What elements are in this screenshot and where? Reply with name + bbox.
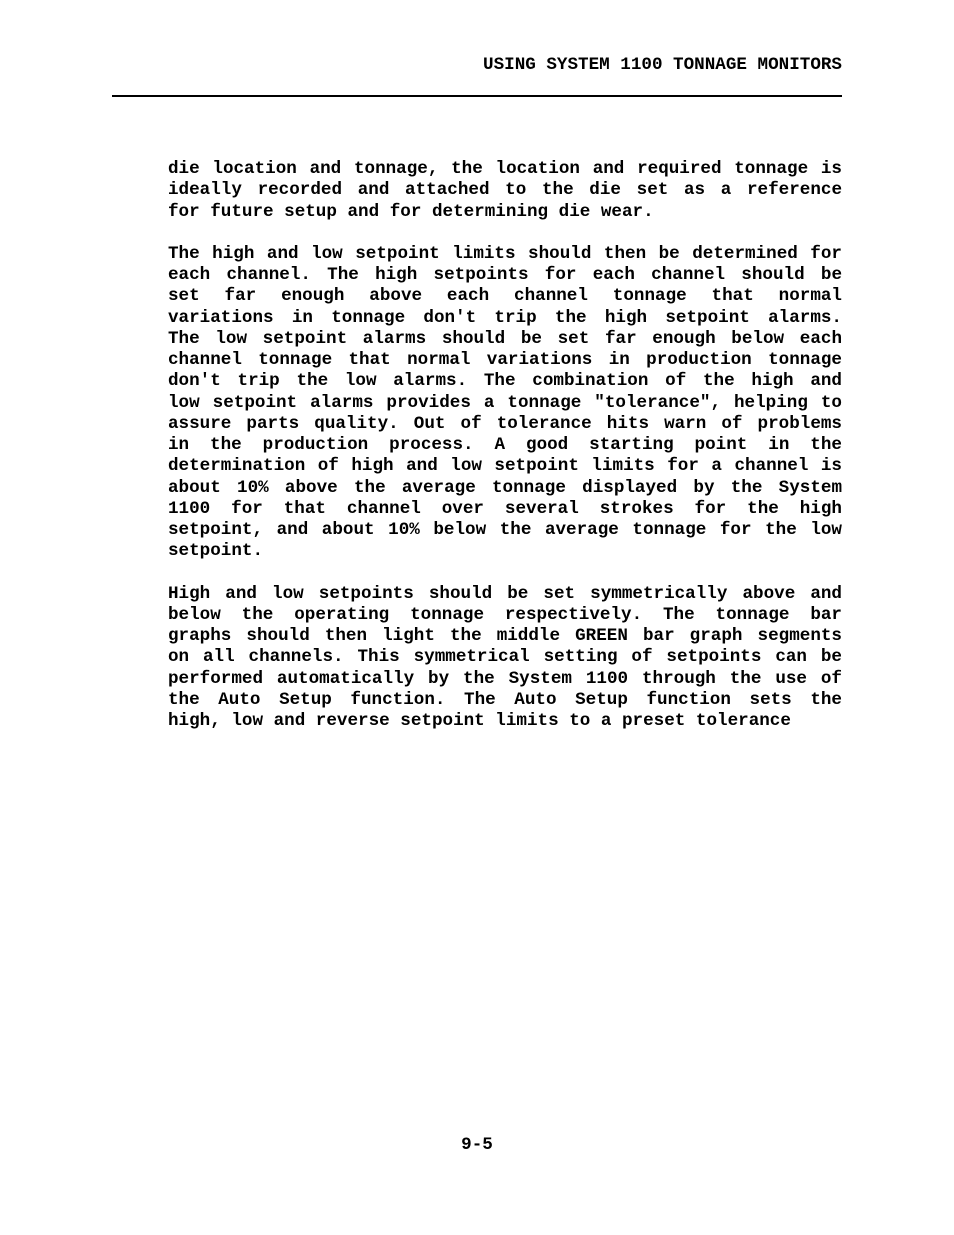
paragraph-line: setpoint, and about 10% below the average tonnage for the low <box>168 520 842 540</box>
paragraph-line: below the operating tonnage respectively. The tonnage bar <box>168 604 842 625</box>
paragraph-line: about 10% above the average tonnage displayed by the System <box>168 477 842 498</box>
paragraph-line: 1100 for that channel over several strokes for the high <box>168 498 842 519</box>
paragraph-line: performed automatically by the System 1100 through the use of <box>168 668 842 689</box>
paragraph-1 <box>168 159 842 223</box>
paragraph-line: for future setup and for determining die wear. <box>168 201 654 222</box>
paragraph-line: die location and tonnage, the location and required tonnage is <box>168 159 842 179</box>
page-number: 9-5 <box>461 1135 493 1155</box>
paragraph-line: low setpoint alarms provides a tonnage "tolerance", helping to <box>168 392 842 413</box>
paragraph-line: High and low setpoints should be set symmetrically above and <box>168 583 842 604</box>
paragraph-line: assure parts quality. Out of tolerance hits warn of problems <box>168 413 842 434</box>
paragraph-line: don't trip the low alarms. The combination of the high and <box>168 371 842 392</box>
paragraph-line: set far enough above each channel tonnage that normal <box>168 286 842 307</box>
paragraph-line: ideally recorded and attached to the die set as a reference <box>168 180 842 201</box>
running-header-title: USING SYSTEM 1100 TONNAGE MONITORS <box>483 55 842 75</box>
paragraph-line: on all channels. This symmetrical setting of setpoints can be <box>168 647 842 668</box>
page-body <box>168 159 842 753</box>
paragraph-line: in the production process. A good starting point in the <box>168 435 842 455</box>
paragraph-line: setpoint. <box>168 541 264 562</box>
paragraph-line: determination of high and low setpoint limits for a channel is <box>168 456 842 477</box>
header-rule <box>112 95 842 97</box>
paragraph-line: each channel. The high setpoints for each channel should be <box>168 265 842 285</box>
paragraph-line: high, low and reverse setpoint limits to a preset tolerance <box>168 711 791 731</box>
paragraph-line: variations in tonnage don't trip the high setpoint alarms. <box>168 307 842 328</box>
paragraph-line: graphs should then light the middle GREEN bar graph segments <box>168 626 842 646</box>
paragraph-2 <box>168 244 842 563</box>
paragraph-line: channel tonnage that normal variations in production tonnage <box>168 350 842 370</box>
paragraph-3 <box>168 584 842 733</box>
paragraph-line: The low setpoint alarms should be set far enough below each <box>168 328 842 349</box>
paragraph-line: The high and low setpoint limits should then be determined for <box>168 243 842 264</box>
paragraph-line: the Auto Setup function. The Auto Setup function sets the <box>168 689 842 710</box>
